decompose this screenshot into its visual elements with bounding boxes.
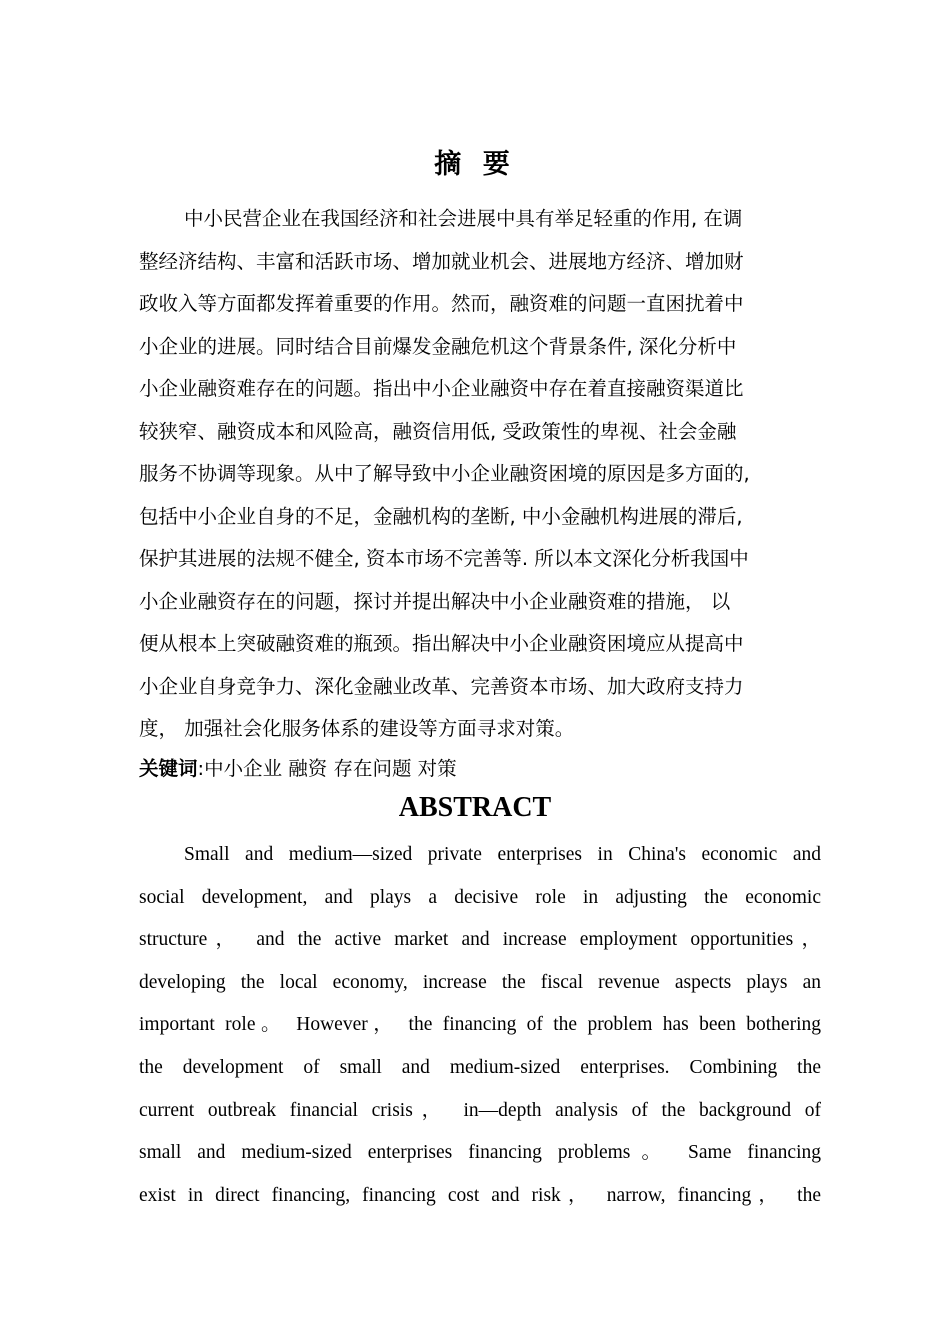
abstract-cn-line: 政收入等方面都发挥着重要的作用。然而，融资难的问题一直困扰着中: [139, 292, 744, 315]
abstract-en-line: important role。 However， the financing of the problem has been bothering: [139, 1014, 821, 1036]
keywords-line: [139, 752, 829, 786]
abstract-cn-line: 较狭窄、融资成本和风险高，融资信用低, 受政策性的卑视、社会金融: [139, 419, 737, 443]
keywords-label: 关键词: [139, 757, 198, 780]
abstract-cn-line: 小企业的进展。同时结合目前爆发金融危机这个背景条件, 深化分析中: [139, 334, 737, 358]
abstract-en-line: structure， and the active market and increase employment opportunities，: [139, 929, 821, 951]
abstract-en-line: Small and medium—sized private enterprises in China's economic and: [184, 844, 821, 865]
abstract-en-line: small and medium-sized enterprises financing problems。 Same financing: [139, 1142, 821, 1164]
abstract-cn-line: 服务不协调等现象。从中了解导致中小企业融资困境的原因是多方面的,: [139, 462, 750, 485]
abstract-en-line: social development, and plays a decisive role in adjusting the economic: [139, 886, 821, 908]
abstract-cn-line: 小企业自身竞争力、深化金融业改革、完善资本市场、加大政府支持力: [139, 674, 744, 698]
abstract-cn-line: 包括中小企业自身的不足，金融机构的垄断, 中小金融机构进展的滞后,: [139, 504, 743, 528]
abstract-cn-line: 小企业融资存在的问题，探讨并提出解决中小企业融资难的措施， 以: [139, 589, 731, 613]
abstract-en-body: [139, 834, 821, 1217]
abstract-cn-line: 中小民营企业在我国经济和社会进展中具有举足轻重的作用, 在调: [184, 207, 743, 230]
abstract-cn-title: 摘 要: [434, 149, 516, 180]
abstract-en-line: current outbreak financial crisis， in—depth analysis of the background of: [139, 1099, 821, 1121]
abstract-cn-line: 便从根本上突破融资难的瓶颈。指出解决中小企业融资困境应从提高中: [139, 632, 744, 655]
abstract-cn-line: 保护其进展的法规不健全, 资本市场不完善等. 所以本文深化分析我国中: [139, 547, 749, 570]
abstract-cn-line: 整经济结构、丰富和活跃市场、增加就业机会、进展地方经济、增加财: [139, 249, 744, 273]
abstract-en-title: ABSTRACT: [398, 792, 552, 823]
abstract-cn-body: [139, 198, 829, 751]
abstract-cn-line: 小企业融资难存在的问题。指出中小企业融资中存在着直接融资渠道比: [139, 377, 744, 400]
abstract-en-line: exist in direct financing, financing cost and risk， narrow, financing， the: [139, 1184, 821, 1206]
abstract-cn-line: 度， 加强社会化服务体系的建设等方面寻求对策。: [139, 717, 575, 740]
abstract-en-line: developing the local economy, increase the fiscal revenue aspects plays an: [139, 971, 821, 993]
keywords-text: :中小企业 融资 存在问题 对策: [197, 757, 457, 780]
abstract-en-line: the development of small and medium-sized enterprises. Combining the: [139, 1056, 821, 1078]
